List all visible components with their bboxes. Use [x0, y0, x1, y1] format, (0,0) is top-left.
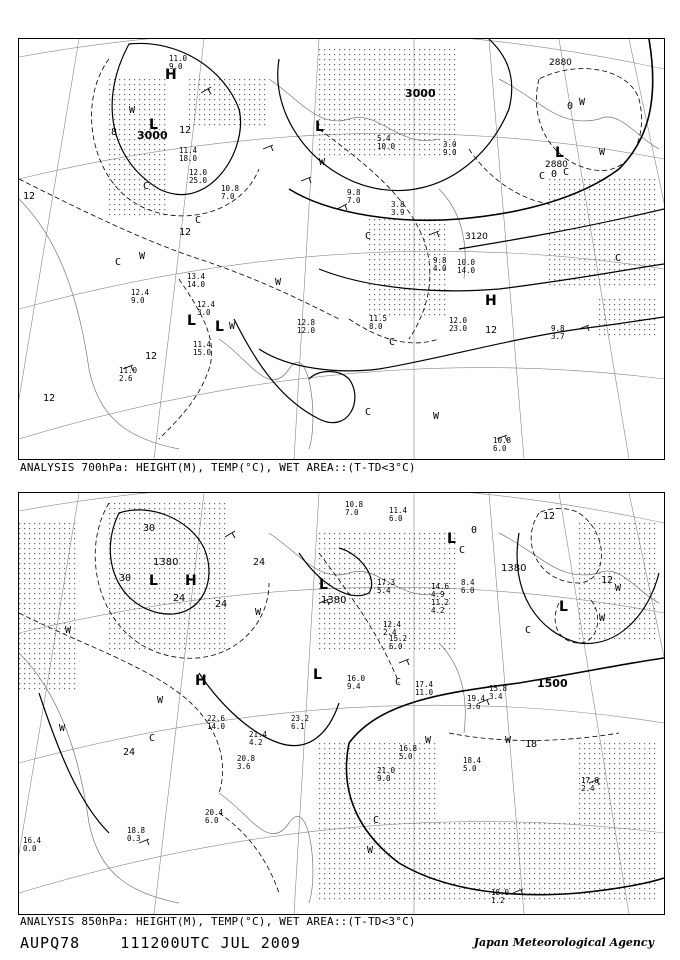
cold-label: C [615, 253, 622, 264]
isotherm-labels-850 [119, 511, 613, 758]
isotherm-label: 0 [551, 169, 558, 180]
warm-label: W [425, 735, 432, 746]
station-temp-dewpoint: 22.6 14.0 [207, 714, 226, 731]
height-label: 3120 [465, 232, 488, 242]
isotherm-label: 24 [215, 599, 228, 610]
station-temp-dewpoint: 15.2 6.0 [389, 634, 408, 651]
warm-label: W [579, 97, 586, 108]
station-values-850 [23, 500, 600, 905]
station-values-700 [119, 54, 565, 453]
station-temp-dewpoint: 15.8 3.4 [489, 684, 508, 701]
isotherm-label: 30 [143, 523, 156, 534]
map-850hpa-canvas [19, 493, 664, 914]
warm-label: W [59, 723, 66, 734]
cold-label: C [459, 545, 466, 556]
station-temp-dewpoint: 19.4 3.6 [467, 694, 486, 711]
station-temp-dewpoint: 12.8 12.0 [297, 318, 316, 335]
warm-label: W [433, 411, 440, 422]
isotherm-label: 12 [43, 393, 56, 404]
isotherm-label: 12 [179, 227, 192, 238]
warm-label: W [615, 583, 622, 594]
low-center-label: L [559, 599, 568, 615]
low-center-label: L [149, 573, 158, 589]
map-panel-850hpa [18, 492, 665, 915]
caption-700hpa: ANALYSIS 700hPa: HEIGHT(M), TEMP(°C), WET AREA::(T-TD<3°C) [20, 461, 416, 474]
cold-label: C [539, 171, 546, 182]
station-temp-dewpoint: 13.4 14.0 [187, 272, 206, 289]
height-label: 2880 [545, 160, 568, 170]
station-temp-dewpoint: 23.2 6.1 [291, 714, 310, 731]
station-temp-dewpoint: 20.4 6.0 [205, 808, 224, 825]
low-center-label: L [447, 531, 456, 547]
cold-label: C [143, 181, 150, 192]
warm-label: W [367, 845, 374, 856]
high-center-label: H [165, 67, 177, 83]
station-temp-dewpoint: 10.8 6.0 [493, 436, 512, 453]
low-center-label: L [187, 313, 196, 329]
station-temp-dewpoint: 18.0 1.2 [491, 888, 510, 905]
station-temp-dewpoint: 11.4 15.0 [193, 340, 212, 357]
cold-label: C [563, 167, 570, 178]
height-labels-850 [153, 557, 568, 690]
warm-label: W [275, 277, 282, 288]
isotherm-label: 24 [173, 593, 186, 604]
cold-label: C [373, 815, 380, 826]
cold-label: C [149, 733, 156, 744]
warm-label: W [255, 607, 262, 618]
graticule-850 [19, 493, 664, 914]
wind-barbs-850 [139, 531, 599, 895]
station-temp-dewpoint: 17.8 2.4 [581, 776, 600, 793]
station-temp-dewpoint: 5.4 10.0 [377, 134, 396, 151]
low-center-label: L [319, 577, 328, 593]
warm-label: W [599, 147, 606, 158]
station-temp-dewpoint: 16.4 0.0 [23, 836, 42, 853]
station-temp-dewpoint: 3.8 3.9 [391, 200, 405, 217]
isotherm-label: 0 [471, 525, 478, 536]
station-temp-dewpoint: 11.4 6.0 [389, 506, 408, 523]
station-temp-dewpoint: 9.8 3.7 [551, 324, 565, 341]
station-temp-dewpoint: 12.4 9.0 [131, 288, 150, 305]
low-center-label: L [313, 667, 322, 683]
station-temp-dewpoint: 17.4 11.0 [415, 680, 434, 697]
station-temp-dewpoint: 11.0 9.0 [169, 54, 188, 71]
warm-label: W [505, 735, 512, 746]
station-temp-dewpoint: 20.8 3.6 [237, 754, 256, 771]
low-center-label: L [215, 319, 224, 335]
cold-label: C [365, 407, 372, 418]
low-center-label: L [149, 117, 158, 133]
station-temp-dewpoint: 8.4 6.0 [461, 578, 475, 595]
map-700hpa-canvas [19, 39, 664, 459]
station-temp-dewpoint: 12.4 3.0 [197, 300, 216, 317]
isotherm-label: 8 [111, 127, 118, 138]
warm-label: W [319, 157, 326, 168]
height-label: 1380 [501, 563, 527, 574]
bulletin-code: AUPQ78 111200UTC JUL 2009 [20, 934, 301, 952]
isotherm-label: 24 [123, 747, 136, 758]
station-temp-dewpoint: 9.8 7.0 [347, 188, 361, 205]
cold-label: C [525, 625, 532, 636]
warm-label: W [65, 625, 72, 636]
station-temp-dewpoint: 21.0 9.0 [377, 766, 396, 783]
warm-label: W [139, 251, 146, 262]
cold-label: C [115, 257, 122, 268]
warm-label: W [599, 613, 606, 624]
station-temp-dewpoint: 3.0 9.0 [443, 140, 457, 157]
isotherm-label: 12 [485, 325, 498, 336]
isotherm-label: 12 [23, 191, 36, 202]
caption-850hpa: ANALYSIS 850hPa: HEIGHT(M), TEMP(°C), WET AREA::(T-TD<3°C) [20, 915, 416, 928]
isotherm-labels-700 [23, 101, 573, 404]
wet-area-850 [19, 503, 655, 899]
height-label: 1500 [537, 677, 568, 690]
station-temp-dewpoint: 21.4 4.2 [249, 730, 268, 747]
station-temp-dewpoint: 9.8 4.0 [433, 256, 447, 273]
high-center-label: H [485, 293, 497, 309]
wind-barbs-700 [123, 87, 589, 441]
map-panel-700hpa [18, 38, 665, 460]
wet-area-700 [109, 49, 655, 335]
station-temp-dewpoint: 18.4 5.0 [463, 756, 482, 773]
height-label: 1380 [321, 595, 347, 606]
station-temp-dewpoint: 16.8 5.0 [399, 744, 418, 761]
station-temp-dewpoint: 10.8 7.0 [345, 500, 364, 517]
low-center-label: L [555, 145, 564, 161]
isotherm-label: 18 [525, 739, 538, 750]
isotherm-label: 0 [567, 101, 574, 112]
high-center-label: H [185, 573, 197, 589]
station-temp-dewpoint: 12.0 25.0 [189, 168, 208, 185]
station-temp-dewpoint: 11.2 4.2 [431, 598, 450, 615]
height-label: 3000 [405, 87, 436, 100]
station-temp-dewpoint: 16.0 9.4 [347, 674, 366, 691]
isotherm-label: 12 [601, 575, 614, 586]
isotherm-label: 24 [253, 557, 266, 568]
station-temp-dewpoint: 10.8 7.0 [221, 184, 240, 201]
cold-label: C [389, 337, 396, 348]
high-center-label: H [195, 673, 207, 689]
station-temp-dewpoint: 14.6 4.9 [431, 582, 450, 599]
isotherm-label: 30 [119, 573, 132, 584]
warm-label: W [157, 695, 164, 706]
station-temp-dewpoint: 11.4 18.0 [179, 146, 198, 163]
station-temp-dewpoint: 10.0 14.0 [457, 258, 476, 275]
low-center-label: L [315, 119, 324, 135]
isotherms-850 [19, 503, 619, 893]
station-temp-dewpoint: 17.3 5.4 [377, 578, 396, 595]
isotherm-label: 12 [543, 511, 556, 522]
warm-label: W [229, 321, 236, 332]
station-temp-dewpoint: 11.0 2.6 [119, 366, 138, 383]
height-label: 1380 [153, 557, 179, 568]
cold-label: C [365, 231, 372, 242]
cold-label: C [395, 677, 402, 688]
height-label: 3000 [137, 129, 168, 142]
isotherm-label: 12 [179, 125, 192, 136]
station-temp-dewpoint: 12.4 2.4 [383, 620, 402, 637]
station-temp-dewpoint: 18.8 0.3 [127, 826, 146, 843]
height-label: 2880 [549, 58, 572, 68]
station-temp-dewpoint: 11.5 8.0 [369, 314, 388, 331]
station-temp-dewpoint: 12.0 23.0 [449, 316, 468, 333]
pressure-centers-850 [149, 531, 568, 689]
cold-label: C [195, 215, 202, 226]
isotherm-label: 12 [145, 351, 158, 362]
warm-label: W [129, 105, 136, 116]
agency-name: Japan Meteorological Agency [473, 936, 654, 949]
